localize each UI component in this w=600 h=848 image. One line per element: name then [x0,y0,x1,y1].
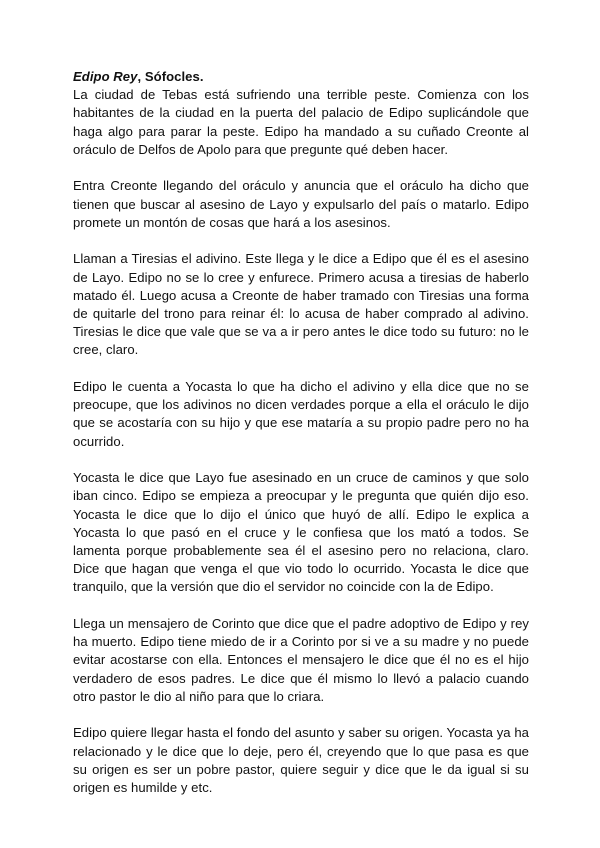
title-work: Edipo Rey [73,69,138,84]
paragraph-6: Llega un mensajero de Corinto que dice que el padre adoptivo de Edipo y rey ha muerto. Edipo tiene miedo de ir a Corinto por si ve a su madre y no puede evitar acostarse con ella. Entonces el mensajero le dice que él no es el hijo verdadero de esos padres. Le dice que él mismo lo llevó a palacio cuando otro pastor le dio al niño para que lo criara. [73,616,529,704]
document-page [73,68,529,816]
paragraph-3: Llaman a Tiresias el adivino. Este llega y le dice a Edipo que él es el asesino de Layo. Edipo no se lo cree y enfurece. Primero acusa a tiresias de haberlo matado él. Luego acusa a Creonte de haber tramado con Tiresias una forma de quitarle del trono para reinar él: lo acusa de haber comprado al adivino. Tiresias le dice que vale que se va a ir pero antes le dice todo su futuro: no le cree, claro. [73,251,529,358]
paragraph-4: Edipo le cuenta a Yocasta lo que ha dicho el adivino y ella dice que no se preocupe, que los adivinos no dicen verdades porque a ella el oráculo le dijo que se acostaría con su hijo y que ese mataría a su propio padre pero no ha ocurrido. [73,379,529,449]
document-title [73,68,529,86]
paragraph-1: La ciudad de Tebas está sufriendo una terrible peste. Comienza con los habitantes de la ciudad en la puerta del palacio de Edipo suplicándole que haga algo para parar la peste. Edipo ha mandado a su cuñado Creonte al oráculo de Delfos de Apolo para que pregunte qué deben hacer. [73,87,529,157]
paragraph-5: Yocasta le dice que Layo fue asesinado en un cruce de caminos y que solo iban cinco. Edipo se empieza a preocupar y le pregunta que quién dijo eso. Yocasta le dice que lo dijo el único que huyó de allí. Edipo le explica a Yocasta lo que pasó en el cruce y le confiesa que los mató a todos. Se lamenta porque probablemente sea él el asesino pero no relaciona, claro. Dice que hagan que venga el que vio todo lo ocurrido. Yocasta le dice que tranquilo, que la versión que dio el servidor no coincide con la de Edipo. [73,470,529,595]
paragraph-2: Entra Creonte llegando del oráculo y anuncia que el oráculo ha dicho que tienen que buscar al asesino de Layo y expulsarlo del país o matarlo. Edipo promete un montón de cosas que hará a los asesinos. [73,178,529,230]
title-author: , Sófocles. [137,69,204,84]
paragraph-7: Edipo quiere llegar hasta el fondo del asunto y saber su origen. Yocasta ya ha relacionado y le dice que lo deje, pero él, creyendo que lo que pasa es que su origen es ser un pobre pastor, quiere seguir y dice que le da igual si su origen es humilde y etc. [73,725,529,796]
